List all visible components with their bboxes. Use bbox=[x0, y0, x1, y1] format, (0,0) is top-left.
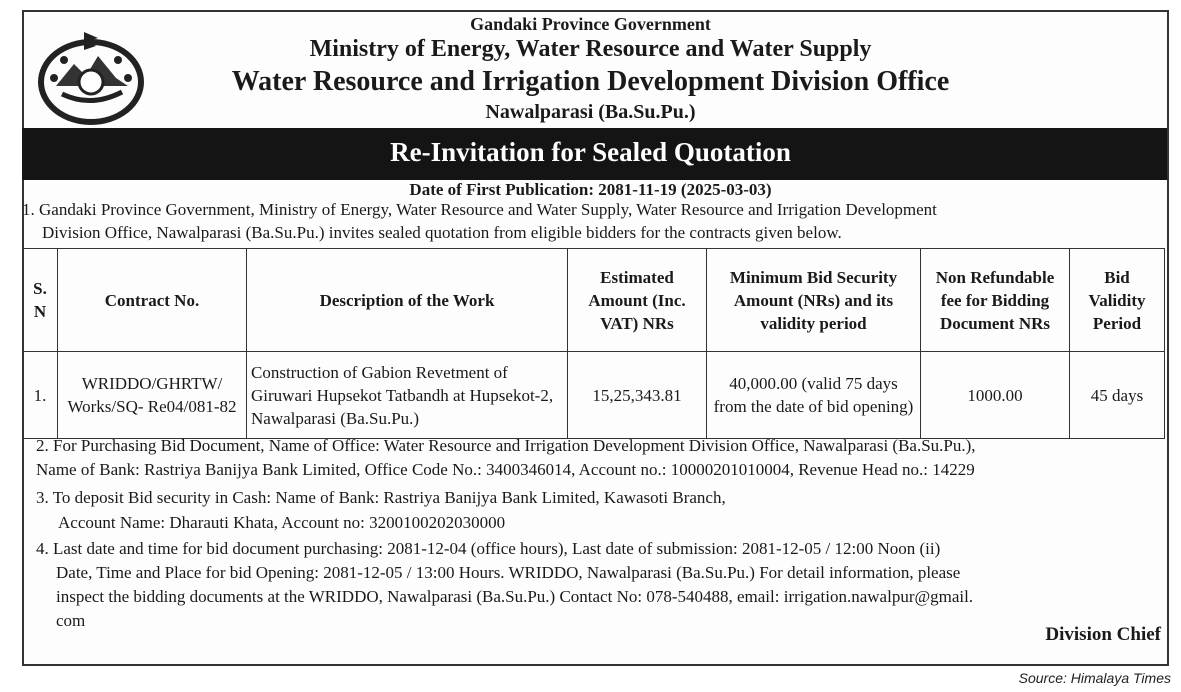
cell-validity: 45 days bbox=[1070, 352, 1165, 439]
office-location: Nawalparasi (Ba.Su.Pu.) bbox=[485, 101, 696, 123]
note-2-line-2: Name of Bank: Rastriya Banijya Bank Limited, Office Code No.: 3400346014, Account no.: 10000201010004, Revenue Head no.: 14229 bbox=[36, 460, 975, 479]
signature: Division Chief bbox=[1045, 624, 1161, 645]
cell-estimate: 15,25,343.81 bbox=[568, 352, 707, 439]
cell-contract: WRIDDO/GHRTW/ Works/SQ- Re04/081-82 bbox=[58, 352, 247, 439]
ministry-name: Ministry of Energy, Water Resource and Water Supply bbox=[309, 36, 872, 62]
table-header-row bbox=[23, 249, 1165, 352]
col-estimate: Estimated Amount (Inc. VAT) NRs bbox=[568, 249, 707, 352]
note-4-line-1: 4. Last date and time for bid document purchasing: 2081-12-04 (office hours), Last date of submission: 2081-12-05 / 12:00 Noon (ii) bbox=[36, 539, 941, 558]
cell-description: Construction of Gabion Revetment of Giruwari Hupsekot Tatbandh at Hupsekot-2, Nawalparasi (Ba.Su.Pu.) bbox=[247, 352, 568, 439]
col-contract: Contract No. bbox=[58, 249, 247, 352]
note-4-line-4: com bbox=[56, 611, 86, 630]
col-sn: S. N bbox=[23, 249, 58, 352]
note-3-line-1: 3. To deposit Bid security in Cash: Name of Bank: Rastriya Banijya Bank Limited, Kawasoti Branch, bbox=[36, 488, 726, 507]
cell-fee: 1000.00 bbox=[921, 352, 1070, 439]
col-description: Description of the Work bbox=[247, 249, 568, 352]
table-row bbox=[23, 352, 1165, 439]
source-credit: Source: Himalaya Times bbox=[1018, 670, 1171, 686]
publication-date: Date of First Publication: 2081-11-19 (2025-03-03) bbox=[409, 180, 772, 199]
bid-table bbox=[22, 248, 1165, 439]
intro-line-2: Division Office, Nawalparasi (Ba.Su.Pu.) invites sealed quotation from eligible bidders for the contracts given below. bbox=[42, 223, 842, 242]
col-validity: Bid Validity Period bbox=[1070, 249, 1165, 352]
intro-line-1: 1. Gandaki Province Government, Ministry of Energy, Water Resource and Water Supply, Water Resource and Irrigation Development bbox=[22, 200, 937, 219]
note-4-line-3: inspect the bidding documents at the WRIDDO, Nawalparasi (Ba.Su.Pu.) Contact No: 078-540488, email: irrigation.nawalpur@gmail. bbox=[56, 587, 974, 606]
office-name: Water Resource and Irrigation Development Division Office bbox=[231, 66, 950, 97]
col-security: Minimum Bid Security Amount (NRs) and its validity period bbox=[707, 249, 921, 352]
notice-title: Re-Invitation for Sealed Quotation bbox=[390, 137, 791, 167]
note-4-line-2: Date, Time and Place for bid Opening: 2081-12-05 / 13:00 Hours. WRIDDO, Nawalparasi (Ba.Su.Pu.) For detail information, please bbox=[56, 563, 961, 582]
col-fee: Non Refundable fee for Bidding Document NRs bbox=[921, 249, 1070, 352]
note-2-line-1: 2. For Purchasing Bid Document, Name of Office: Water Resource and Irrigation Development Division Office, Nawalparasi (Ba.Su.Pu.), bbox=[36, 436, 976, 455]
cell-security: 40,000.00 (valid 75 days from the date of bid opening) bbox=[707, 352, 921, 439]
note-3-line-2: Account Name: Dharauti Khata, Account no: 3200100202030000 bbox=[58, 513, 506, 532]
govt-name: Gandaki Province Government bbox=[470, 14, 711, 34]
cell-sn: 1. bbox=[23, 352, 58, 439]
